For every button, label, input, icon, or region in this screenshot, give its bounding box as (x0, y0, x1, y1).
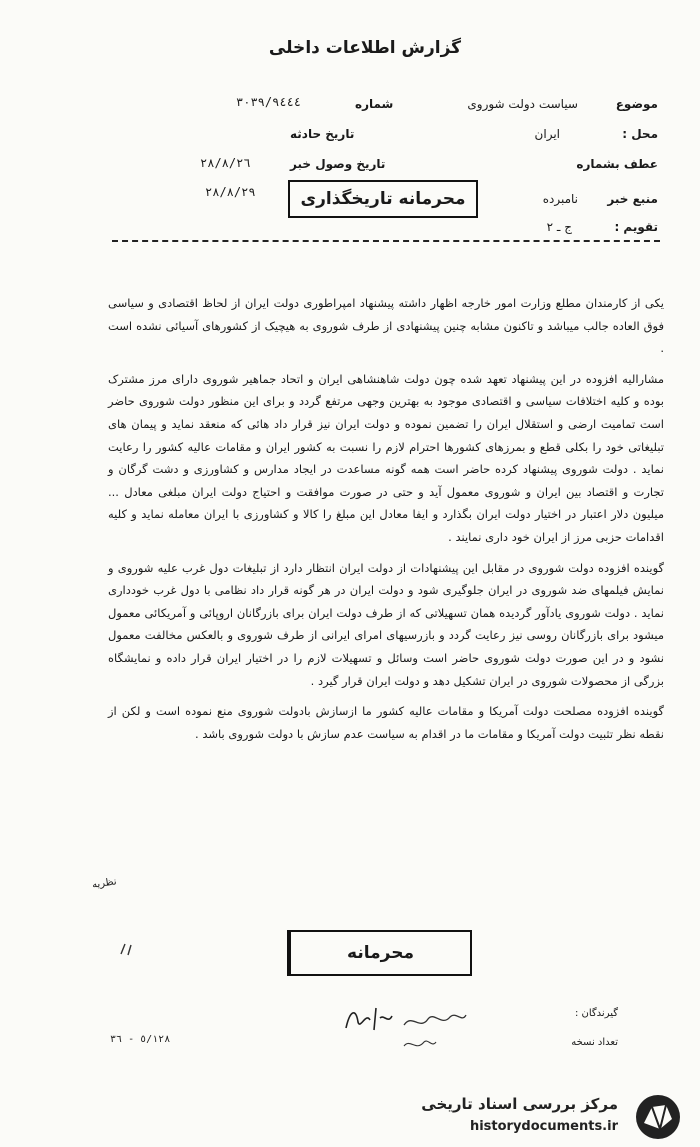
receipt-date-label: تاریخ وصول خبر (290, 157, 386, 171)
paragraph-4: گوینده افزوده مصلحت دولت آمریکا و مقامات عالیه کشور ما ازسازش بادولت شوروی منع نموده است و لکن از نقطه نظر تثبیت دولت آمریکا و مقامات ما در اقدام به سیاست عدم سازش با دولت شوروی باشد . (108, 704, 664, 741)
number-label: شماره (355, 97, 394, 111)
confidential-stamp-top: محرمانه تاریخگذاری (288, 180, 478, 218)
place-label: محل : (622, 127, 658, 141)
brand-logo-icon (630, 1093, 686, 1141)
subject-label: موضوع (615, 97, 658, 111)
signature-2-icon (400, 1005, 470, 1035)
paragraph-1: یکی از کارمندان مطلع وزارت امور خارجه اظهار داشته پیشنهاد امپراطوری دولت ایران از لحاظ اقتصادی و سیاسی فوق العاده جالب میباشد و تاکنون مشابه چنین پیشنهادی از طرف شوروی به هیچیک از کشورهای آسیائی نشده است . (108, 296, 664, 356)
brand-watermark (410, 1093, 690, 1143)
place-value: ایران (534, 127, 560, 141)
report-body (108, 292, 664, 753)
signature-1-icon (340, 1000, 400, 1040)
copies-label: تعداد نسخه (571, 1037, 618, 1048)
header-divider (112, 240, 660, 242)
brand-url: historydocuments.ir (469, 1119, 618, 1134)
paragraph-3: گوینده افزوده دولت شوروی در مقابل این پیشنهادات از دولت ایران انتظار دارد از تبلیغات دول غرب علیه شوروی و نمایش فیلمهای ضد شوروی در ایران جلوگیری شود و دولت ایران در هر گونه قرار داد نظامی با دول غرب خودداری نماید . دولت شوروی یادآور گردیده همان تسهیلاتی که از طرف دولت ایران برای بازرگانان اروپائی و آمریکائی معمول میشود برای بازرگانان روسی نیز رعایت گردد و بازرسیهای امرای ایرانی از طرف شوروی و بالعکس مخالفت معمول نشود و در این صورت دولت شوروی حاضر است وسائل و تسهیلات لازم را در اختیار ایران قرار داده و نمایشگاه بزرگی از محصولات شوروی در ایران تشکیل دهد و دولت ایران قرار گیرد . (108, 560, 664, 688)
document-title: گزارش اطلاعات داخلی (268, 38, 462, 58)
receipt-date-value: ٢٨/٨/٢٦ (200, 156, 251, 170)
report-date-value: ٢٨/٨/٢٩ (205, 185, 256, 199)
brand-name: مرکز بررسی اسناد تاریخی (421, 1095, 618, 1113)
tick-mark-icon (118, 940, 136, 958)
grade-value: ج ـ ٢ (546, 220, 572, 234)
confidential-stamp-bottom: محرمانه (287, 930, 472, 976)
paragraph-2: مشارالیه افزوده در این پیشنهاد تعهد شده چون دولت شاهنشاهی ایران و اتحاد جماهیر شوروی دارای مرز مشترک بوده و کلیه اختلافات سیاسی و اقتصادی موجود به بهترین وجهی مرتفع گردد و برای این منظور دولت شوروی حاضر است تمامیت ارضی و استقلال ایران را تضمین نموده و دولت ایران نیز قرار داد هائی که منعقد نماید و پیمان های تبلیغاتی خود را بکلی قطع و بمرزهای کشورها احترام لازم را نسبت به کشور ایران و مقامات عالیه کشور را رعایت نماید . دولت شوروی پیشنهاد کرده حاضر است همه گونه مساعدت در ایجاد مدارس و کشاورزی و دشت گرگان و تجارت و اقتصاد بین ایران و شوروی معمول آید و حتی در صورت موافقت و احتیاج دولت ایران مبلغی معادل ... میلیون دلار اعتبار در اختیار دولت ایران بگذارد و ایفا معادل این مبلغ را کالا و کشاورزی با ایران معامله نماید و کلیه اقدامات حزبی مرز از ایران خود داری نمایند . (108, 371, 664, 544)
subject-value: سیاست دولت شوروی (467, 97, 578, 111)
reference-label: عطف بشماره (576, 157, 658, 171)
grade-label: تقویم : (614, 220, 658, 234)
recipients-label: گیرندگان : (574, 1008, 618, 1019)
source-value: نامبرده (542, 192, 578, 206)
file-number: ٥/١٢٨ - ٣٦ (110, 1034, 171, 1045)
number-value: ٣٠٣٩/٩٤٤٤ (236, 95, 302, 109)
margin-note: نظریه (91, 876, 118, 891)
source-label: منبع خبر (607, 192, 658, 206)
event-date-label: تاریخ حادثه (290, 127, 355, 141)
signature-3-icon (400, 1034, 440, 1054)
